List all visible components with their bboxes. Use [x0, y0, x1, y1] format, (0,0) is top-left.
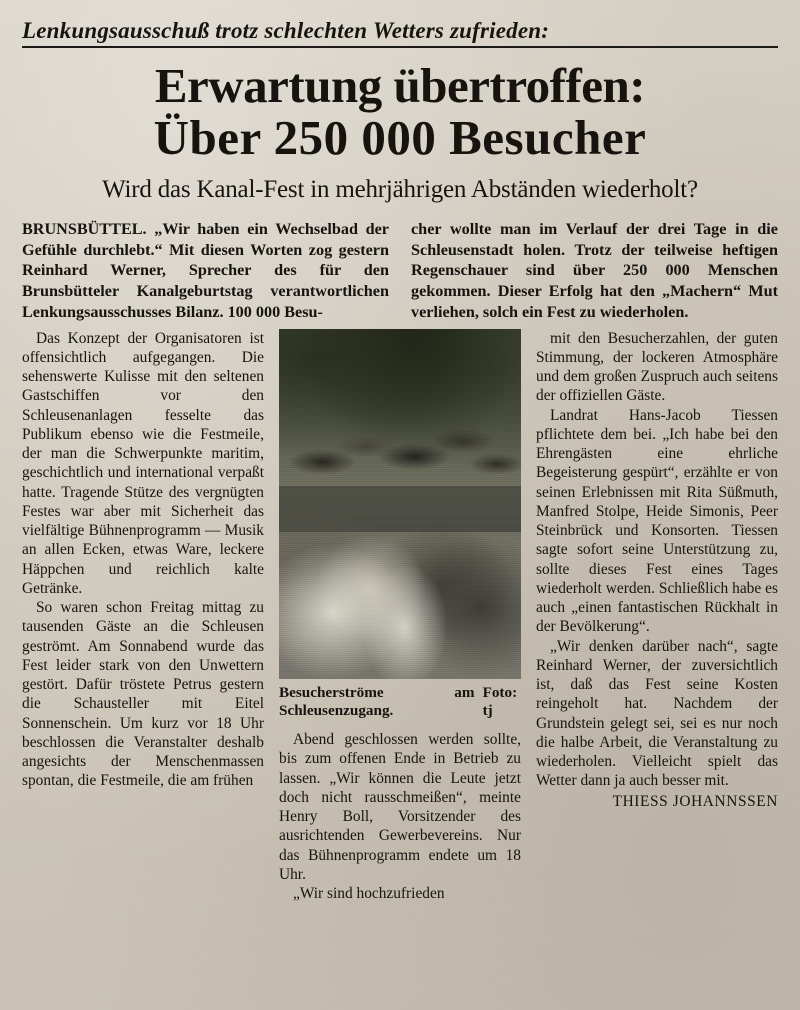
article-photo [279, 329, 521, 679]
body-paragraph: Landrat Hans-Jacob Tiessen pflichtete dem bei. „Ich habe bei den Ehrengästen eine ehrliche Begeisterung gespürt“, erzählte er von seinen Erlebnissen mit Rita Süßmuth, Manfred Stolpe, Heide Simonis, Peer Steinbrück und Konsorten. Tiessen sagte sofort seine Unterstützung zu, sollte dieses Fest eines Tages wiederholt werden. Schließlich habe es auch „einen fantastischen Rückhalt in der Bevölkerung“. [536, 406, 778, 636]
article-kicker: Lenkungsausschuß trotz schlechten Wetters zufrieden: [22, 18, 778, 48]
page-title [22, 60, 778, 164]
body-paragraph: „Wir sind hochzufrieden [293, 885, 445, 903]
photo-credit: Foto: tj [482, 683, 518, 719]
body-paragraph: So waren schon Freitag mittag zu tausenden Gäste an die Schleusen geströmt. Am Sonnabend wurde das Fest leider stark von den Unwettern gestört. Dafür tröstete Petrus gestern die Schausteller mit Eitel Sonnenschein. Um kurz vor 18 Uhr beschlossen die Veranstalter deshalb angesichts der Menschenmassen spontan, die Festmeile, die am frühen [22, 599, 264, 790]
article-byline: THIESS JOHANNSSEN [612, 792, 778, 810]
body-paragraph: Das Konzept der Organisatoren ist offensichtlich aufgegangen. Die sehenswerte Kulisse mit den seltenen Gastschiffen vor den Schleusenanlagen fesselte das Publikum ebenso wie die Festmeile, der man die Schwerpunkte maritim, geschichtlich und international verpaßt hatte. Tragende Stütze des vergnügten Festes war aber mit Sicherheit das vielfältige Bühnenprogramm — Musik an allen Ecken, etwas Ware, leckere Häppchen und reichlich kalte Getränke. [22, 329, 264, 597]
body-column-2 [279, 329, 521, 904]
body-paragraph: mit den Besucherzahlen, der guten Stimmung, der lockeren Atmosphäre und dem großen Zuspruch auch seitens der offiziellen Gäste. [536, 329, 778, 405]
body-paragraph: Abend geschlossen werden sollte, bis zum offenen Ende in Betrieb zu lassen. „Wir können die Leute jetzt doch nicht rausschmeißen“, meinte Henry Boll, Vorsitzender des ausrichtenden Gewerbevereins. Nur das Bühnenprogramm endete um 18 Uhr. [279, 731, 521, 883]
lede-column-left: BRUNSBÜTTEL. „Wir haben ein Wechselbad der Gefühle durchlebt.“ Mit diesen Worten zog gestern Reinhard Werner, Sprecher des für den Brunsbütteler Kanalgeburtstag verantwortlichen Lenkungsausschusses Bilanz. 100 000 Besu- [22, 219, 389, 321]
lede-block [22, 219, 778, 323]
headline-line-2: Über 250 000 Besucher [153, 110, 647, 166]
photo-caption [279, 684, 521, 720]
lede-column-right: cher wollte man im Verlauf der drei Tage in die Schleusenstadt holen. Trotz der teilweise heftigen Regenschauer sind über 250 000 Menschen gekommen. Dieser Erfolg hat den „Machern“ Mut verliehen, solch ein Fest zu wiederholen. [411, 219, 778, 321]
body-paragraph: „Wir denken darüber nach“, sagte Reinhard Werner, der zuversichtlich ist, daß das Fest seine Kosten reingeholt hat. Nachdem der Grundstein gelegt sei, sei es nur noch die halbe Arbeit, die Veranstaltung zu wiederholen. Vielleicht spielt das Wetter dann ja auch besser mit. [536, 637, 778, 790]
article-subhead: Wird das Kanal-Fest in mehrjährigen Abständen wiederholt? [102, 176, 698, 204]
body-column-3 [536, 329, 778, 904]
article-body [22, 329, 778, 904]
caption-text: Besucherströme am Schleusenzugang. [279, 683, 475, 719]
headline-line-1: Erwartung übertroffen: [154, 58, 646, 114]
photo-grain-overlay [279, 329, 521, 679]
body-column-1 [22, 329, 264, 904]
